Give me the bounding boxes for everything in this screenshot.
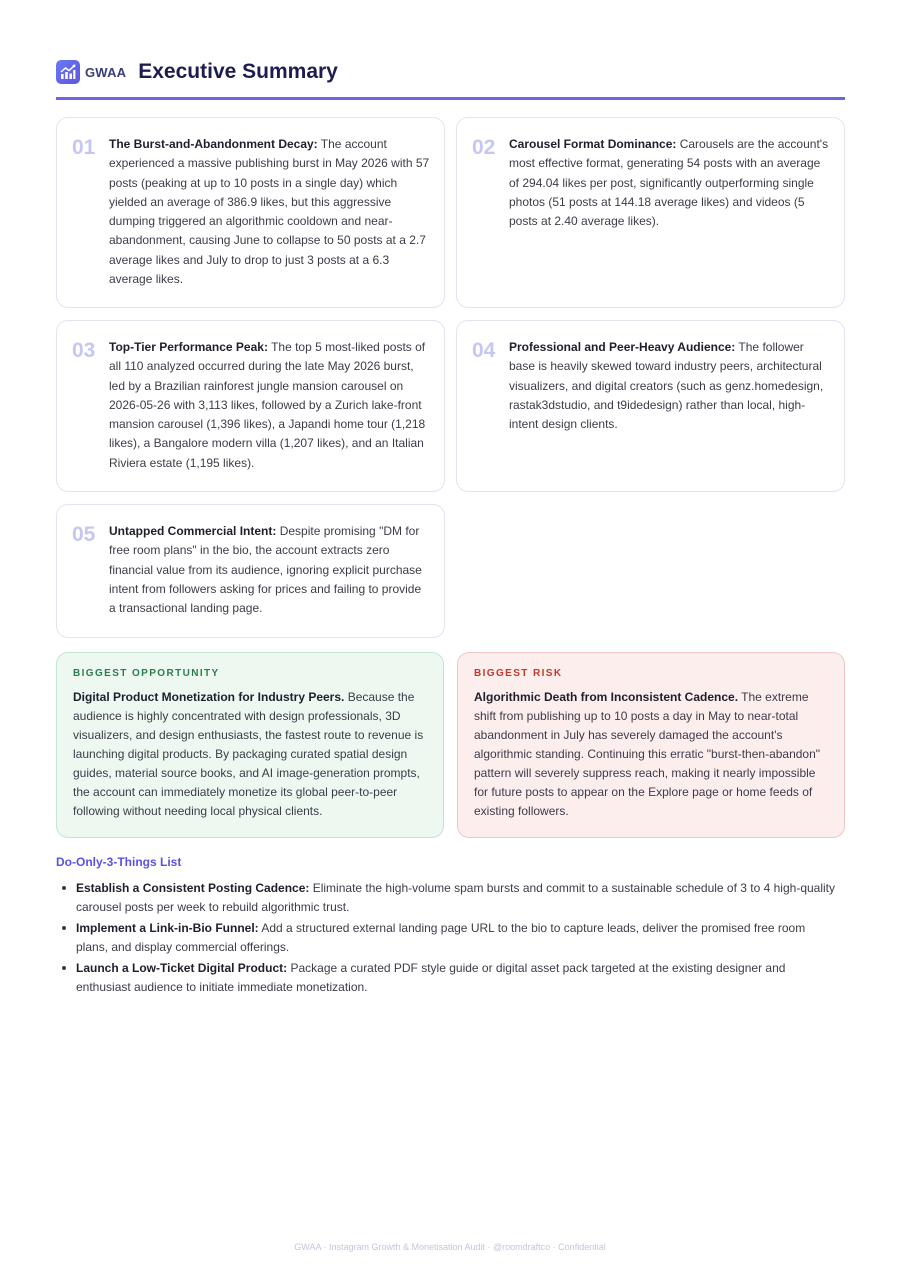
finding-text: The follower base is heavily skewed toward industry peers, architectural visualizers, and digital creators (such as genz.homedesign, rastak3dstudio, and t9idedesign) rather than local, high-intent design clients. bbox=[509, 340, 824, 432]
biggest-opportunity-panel bbox=[56, 652, 444, 838]
finding-number: 04 bbox=[472, 339, 496, 362]
header-divider bbox=[56, 97, 845, 100]
list-item bbox=[56, 919, 836, 956]
finding-body bbox=[509, 338, 830, 434]
finding-card-4 bbox=[456, 320, 845, 492]
finding-title: Professional and Peer-Heavy Audience: bbox=[509, 340, 736, 354]
list-item bbox=[56, 879, 836, 916]
list-item bbox=[56, 959, 836, 996]
risk-title: Algorithmic Death from Inconsistent Cadence. bbox=[474, 690, 739, 704]
do-only-3-things-list bbox=[56, 879, 836, 999]
finding-title: Top-Tier Performance Peak: bbox=[109, 340, 268, 354]
chart-growth-icon bbox=[56, 60, 80, 84]
finding-card-3 bbox=[56, 320, 445, 492]
page-footer: GWAA · Instagram Growth & Monetisation Audit · @roomdraftco · Confidential bbox=[294, 1242, 606, 1252]
finding-title: The Burst-and-Abandonment Decay: bbox=[109, 137, 318, 151]
finding-number: 01 bbox=[72, 136, 96, 159]
do-only-3-things-heading: Do-Only-3-Things List bbox=[56, 855, 182, 869]
page-title: Executive Summary bbox=[138, 60, 338, 83]
opportunity-body bbox=[73, 688, 427, 821]
finding-text: The account experienced a massive publishing burst in May 2026 with 57 posts (peaking at up to 10 posts in a single day) which yielded an average of 386.9 likes, but this aggressive dumping triggered an algorithmic cooldown and near-abandonment, causing June to collapse to 50 posts at a 2.7 average likes and July to drop to just 3 posts at a 6.3 average likes. bbox=[109, 137, 430, 287]
biggest-risk-panel bbox=[457, 652, 845, 838]
list-item-title: Establish a Consistent Posting Cadence: bbox=[76, 881, 310, 895]
finding-number: 02 bbox=[472, 136, 496, 159]
finding-body bbox=[509, 135, 830, 231]
opportunity-text: Because the audience is highly concentrated with design professionals, 3D visualizers, and design enthusiasts, the fastest route to revenue is launching digital products. By packaging curated spatial design guides, material source books, and AI image-generation prompts, the account can immediately monetize its global peer-to-peer following without needing local physical clients. bbox=[73, 690, 424, 818]
list-item-title: Launch a Low-Ticket Digital Product: bbox=[76, 961, 288, 975]
risk-text: The extreme shift from publishing up to 10 posts a day in May to near-total abandonment in July has severely damaged the account's algorithmic standing. Continuing this erratic "burst-then-abandon" pattern will severely suppress reach, making it nearly impossible for future posts to appear on the Explore page or home feeds of existing followers. bbox=[474, 690, 821, 818]
finding-text: The top 5 most-liked posts of all 110 analyzed occurred during the late May 2026 burst, led by a Brazilian rainforest jungle mansion carousel on 2026-05-26 with 3,113 likes, followed by a Zurich lake-front mansion carousel (1,396 likes), a Japandi home tour (1,218 likes), a Bangalore modern villa (1,207 likes), and an Italian Riviera estate (1,195 likes). bbox=[109, 340, 426, 470]
risk-body bbox=[474, 688, 828, 821]
finding-card-1 bbox=[56, 117, 445, 308]
list-item-text: Add a structured external landing page URL to the bio to capture leads, deliver the promised free room plans, and display commercial offerings. bbox=[76, 921, 806, 954]
finding-body bbox=[109, 135, 430, 289]
page-header bbox=[56, 57, 845, 87]
finding-body bbox=[109, 338, 430, 473]
list-item-title: Implement a Link-in-Bio Funnel: bbox=[76, 921, 259, 935]
list-item-text: Package a curated PDF style guide or digital asset pack targeted at the existing designer and enthusiast audience to initiate immediate monetization. bbox=[76, 961, 786, 994]
finding-number: 03 bbox=[72, 339, 96, 362]
opportunity-title: Digital Product Monetization for Industry Peers. bbox=[73, 690, 345, 704]
finding-body bbox=[109, 522, 430, 618]
finding-number: 05 bbox=[72, 523, 96, 546]
finding-card-2 bbox=[456, 117, 845, 308]
finding-text: Despite promising "DM for free room plans" in the bio, the account extracts zero financial value from its audience, ignoring explicit purchase intent from followers asking for prices and failing to provide a transactional landing page. bbox=[109, 524, 422, 616]
finding-title: Untapped Commercial Intent: bbox=[109, 524, 277, 538]
opportunity-label: BIGGEST OPPORTUNITY bbox=[73, 668, 220, 679]
finding-text: Carousels are the account's most effective format, generating 54 posts with an average of 294.04 likes per post, significantly outperforming single photos (51 posts at 144.18 average likes) and videos (5 posts at 2.40 average likes). bbox=[509, 137, 829, 229]
list-item-text: Eliminate the high-volume spam bursts and commit to a sustainable schedule of 3 to 4 high-quality carousel posts per week to rebuild algorithmic trust. bbox=[76, 881, 836, 914]
finding-title: Carousel Format Dominance: bbox=[509, 137, 677, 151]
risk-label: BIGGEST RISK bbox=[474, 668, 563, 679]
finding-card-5 bbox=[56, 504, 445, 638]
logo-text: GWAA bbox=[85, 64, 127, 80]
